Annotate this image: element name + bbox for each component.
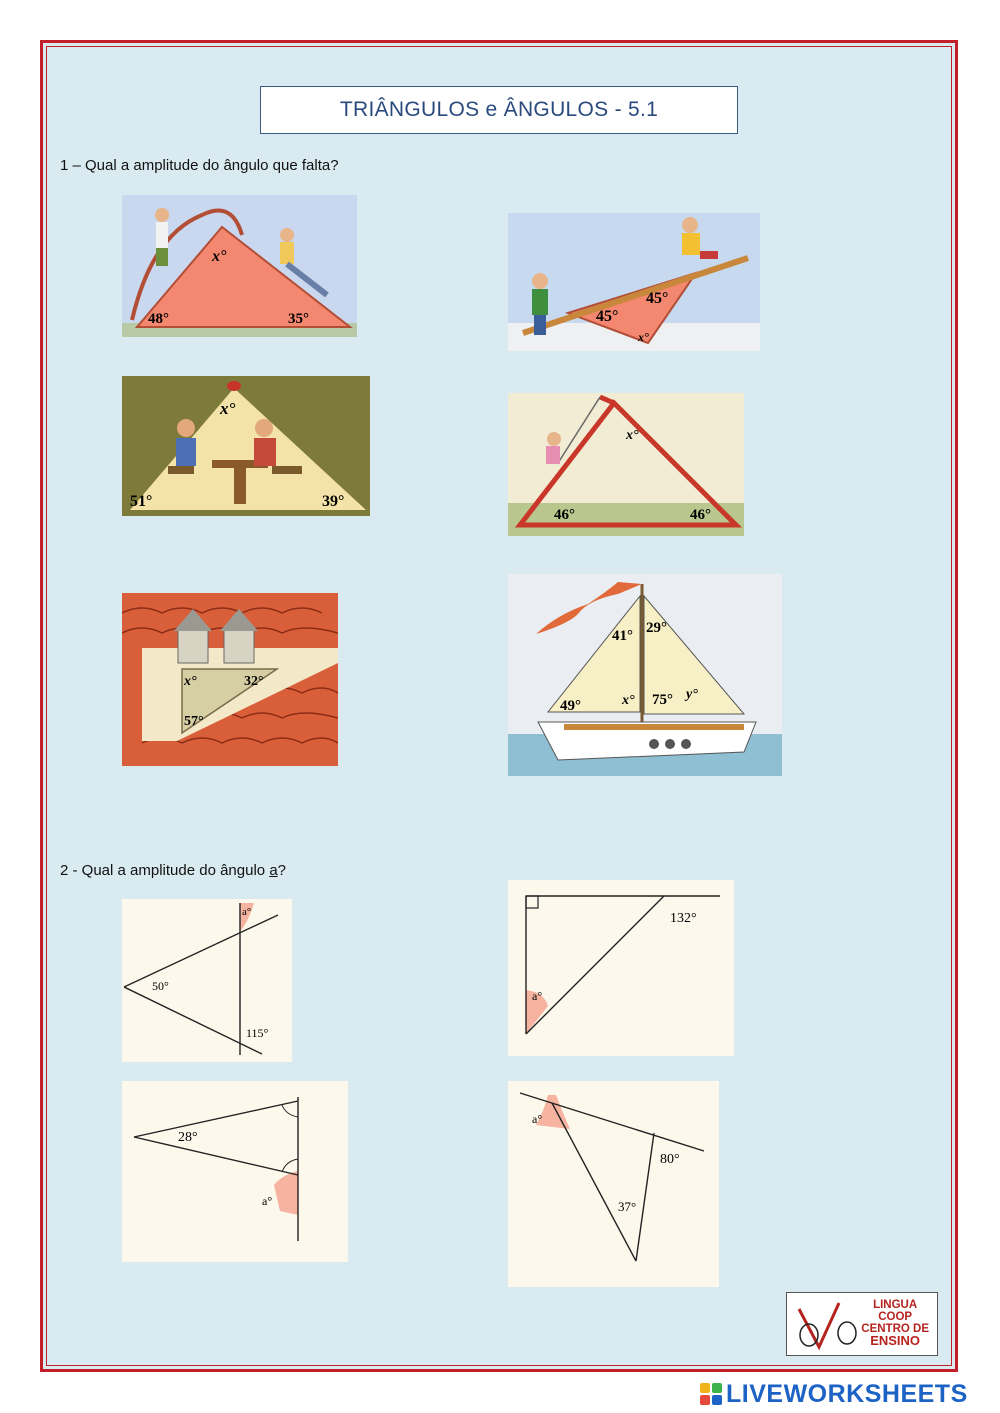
title-text: TRIÂNGULOS e ÂNGULOS - 5.1 [339, 98, 659, 121]
figure-q2-1 [122, 899, 292, 1062]
roof-angle-b: 32° [244, 674, 264, 689]
boat-angle-c: 49° [560, 698, 581, 714]
slide-angle-left: 48° [148, 311, 169, 327]
figure-slide [122, 195, 357, 337]
logo-line-4: ENSINO [870, 1333, 921, 1348]
chess-angle-top: x° [220, 399, 236, 418]
seesaw-angle-a: 45° [596, 308, 619, 325]
liveworksheets-brand[interactable] [700, 1380, 968, 1408]
slide-angle-top: x° [212, 248, 227, 265]
logo-line-2: COOP [878, 1311, 913, 1323]
question-1: 1 – Qual a amplitude do ângulo que falta? [60, 157, 339, 174]
linguacoop-logo [786, 1292, 938, 1356]
boat-angle-e: 75° [652, 692, 673, 708]
figure-swing [508, 393, 744, 536]
figure-q2-3 [122, 1081, 348, 1262]
roof-angle-c: 57° [184, 714, 204, 729]
swing-angle-top: x° [626, 428, 639, 443]
q2-3-angle-a: 28° [178, 1130, 198, 1145]
boat-angle-b: 29° [646, 620, 667, 636]
question-2-text: 2 - Qual a amplitude do ângulo [60, 862, 270, 879]
logo-text [861, 1299, 929, 1347]
q2-2-angle-b: a° [532, 989, 543, 1003]
boat-angle-a: 41° [612, 628, 633, 644]
q2-4-angle-a: a° [532, 1112, 543, 1126]
question-2-variable: a [269, 862, 278, 879]
worksheet-title [260, 86, 738, 134]
swing-angle-left: 46° [554, 507, 575, 523]
slide-angle-right: 35° [288, 311, 309, 327]
seesaw-angle-b: 45° [646, 290, 669, 307]
q2-4-angle-c: 37° [618, 1199, 637, 1214]
liveworksheets-text: LIVEWORKSHEETS [726, 1379, 968, 1408]
q2-3-angle-b: a° [262, 1194, 273, 1208]
boat-angle-f: y° [686, 687, 698, 702]
liveworksheets-logo-icon [700, 1383, 722, 1405]
question-2 [60, 862, 286, 879]
logo-mark-icon [789, 1295, 869, 1355]
boat-angle-d: x° [622, 693, 635, 708]
q2-4-angle-b: 80° [660, 1152, 680, 1167]
roof-angle-a: x° [184, 674, 197, 689]
seesaw-angle-c: x° [638, 330, 649, 344]
q2-2-angle-a: 132° [670, 911, 697, 926]
logo-line-1: LINGUA [873, 1299, 918, 1311]
figure-roof [122, 593, 338, 766]
question-2-mark: ? [277, 862, 286, 879]
q2-1-angle-a: a° [242, 906, 252, 918]
chess-angle-left: 51° [130, 493, 153, 510]
figure-chess [122, 376, 370, 516]
q2-1-angle-b: 50° [152, 979, 169, 993]
q2-1-angle-c: 115° [246, 1026, 269, 1040]
figure-q2-4 [508, 1081, 719, 1287]
figure-q2-2 [508, 880, 734, 1056]
swing-angle-right: 46° [690, 507, 711, 523]
logo-line-3: CENTRO DE [861, 1323, 929, 1335]
figure-seesaw [508, 213, 760, 351]
chess-angle-right: 39° [322, 493, 345, 510]
figure-sailboat [508, 574, 782, 776]
